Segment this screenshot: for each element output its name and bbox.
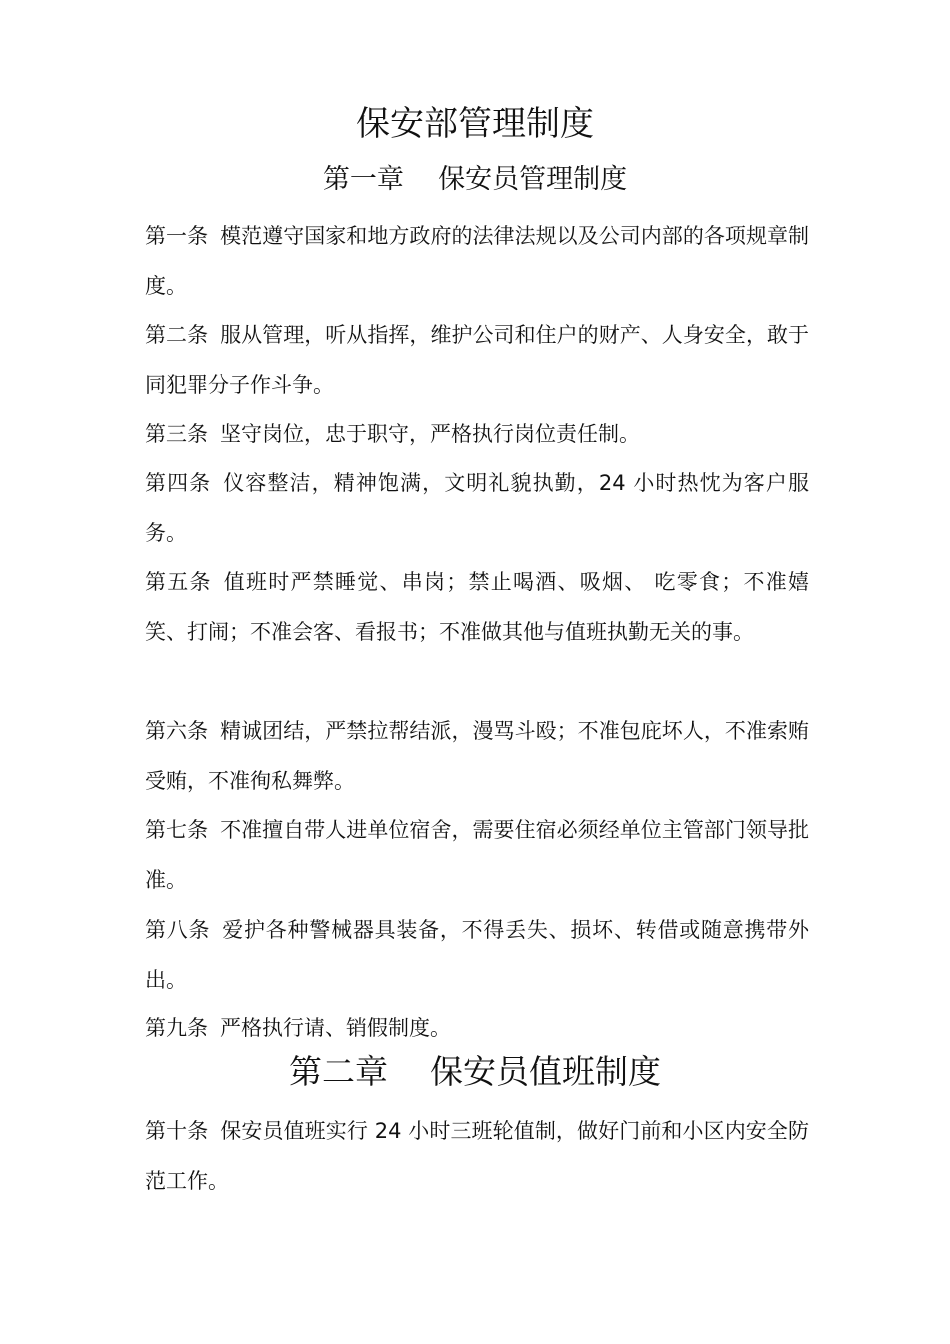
article bbox=[145, 1107, 809, 1206]
article bbox=[145, 558, 809, 657]
article-number: 第七条 bbox=[145, 818, 209, 842]
article-number: 第一条 bbox=[145, 224, 209, 248]
article-text: 严格执行请、销假制度。 bbox=[220, 1016, 451, 1040]
article-text: 保安员值班实行 24 小时三班轮值制，做好门前和小区内安全防范工作。 bbox=[145, 1119, 809, 1193]
article-text: 精诚团结，严禁拉帮结派，漫骂斗殴；不准包庇坏人，不准索贿受贿，不准徇私舞弊。 bbox=[145, 719, 810, 793]
article bbox=[145, 410, 809, 460]
chapter-heading: 第二章 保安员值班制度 bbox=[289, 1052, 661, 1091]
article-text: 仪容整洁，精神饱满，文明礼貌执勤，24 小时热忱为客户服务。 bbox=[145, 471, 809, 545]
article-text: 爱护各种警械器具装备，不得丢失、损坏、转借或随意携带外出。 bbox=[145, 918, 810, 992]
article-number: 第三条 bbox=[145, 422, 208, 446]
article-text: 模范遵守国家和地方政府的法律法规以及公司内部的各项规章制度。 bbox=[145, 224, 810, 298]
article-number: 第六条 bbox=[145, 719, 209, 743]
article-text: 值班时严禁睡觉、串岗；禁止喝酒、吸烟、 吃零食；不准嬉笑、打闹；不准会客、看报书；不准做其他与值班执勤无关的事。 bbox=[145, 570, 809, 644]
article bbox=[145, 806, 809, 905]
article bbox=[145, 311, 809, 410]
article-number: 第十条 bbox=[145, 1119, 209, 1143]
article bbox=[145, 459, 809, 558]
article-number: 第五条 bbox=[145, 570, 212, 594]
document-title: 保安部管理制度 bbox=[356, 104, 594, 144]
article-text: 服从管理，听从指挥，维护公司和住户的财产、人身安全，敢于同犯罪分子作斗争。 bbox=[145, 323, 810, 397]
article bbox=[145, 1004, 809, 1054]
article-number: 第九条 bbox=[145, 1016, 208, 1040]
article-number: 第二条 bbox=[145, 323, 209, 347]
chapter-heading: 第一章 保安员管理制度 bbox=[322, 164, 628, 195]
article bbox=[145, 707, 809, 806]
article-number: 第四条 bbox=[145, 471, 212, 495]
article-number: 第八条 bbox=[145, 918, 211, 942]
article-text: 坚守岗位，忠于职守，严格执行岗位责任制。 bbox=[220, 422, 640, 446]
article bbox=[145, 906, 809, 1005]
article bbox=[145, 212, 809, 311]
article-text: 不准擅自带人进单位宿舍，需要住宿必须经单位主管部门领导批准。 bbox=[145, 818, 810, 892]
